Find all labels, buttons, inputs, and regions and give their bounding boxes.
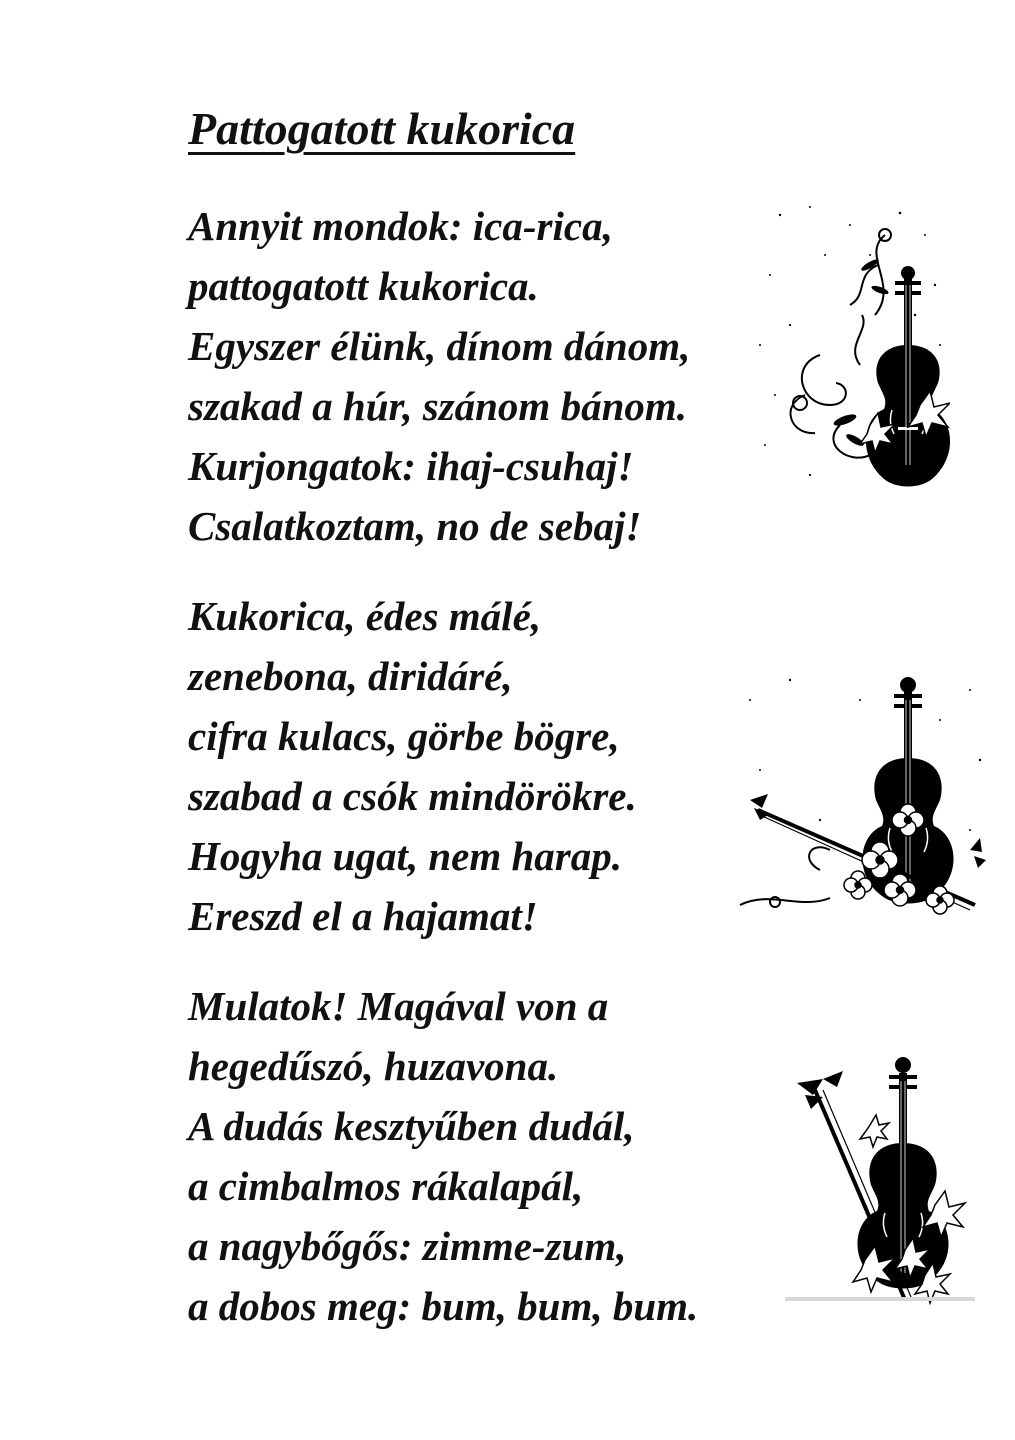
stanza-line: a dobos meg: bum, bum, bum. [188,1283,699,1329]
stanza-line: cifra kulacs, görbe bögre, [188,713,620,759]
violin-with-bow-and-lilies-icon [785,1045,975,1315]
stanza-line: Ereszd el a hajamat! [188,893,538,939]
stanza-line: Egyszer élünk, dínom dánom, [188,323,691,369]
stanza-line: zenebona, diridáré, [188,653,513,699]
stanza-line: Csalatkoztam, no de sebaj! [188,503,642,549]
stanza-line: Mulatok! Magával von a [188,983,609,1029]
stanza-line: Hogyha ugat, nem harap. [188,833,622,879]
violin-with-flowers-icon [750,195,950,495]
stanza-line: A dudás kesztyűben dudál, [188,1103,635,1149]
stanza-line: pattogatott kukorica. [188,263,539,309]
stanza-2 [188,586,637,946]
poem-title: Pattogatott kukorica [188,103,576,154]
stanza-line: hegedűszó, huzavona. [188,1043,559,1089]
stanza-1 [188,196,690,556]
stanza-line: szabad a csók mindörökre. [188,773,637,819]
stanza-line: szakad a húr, szánom bánom. [188,383,688,429]
stanza-line: a cimbalmos rákalapál, [188,1163,584,1209]
violin-with-bow-and-flowers-icon [730,660,990,920]
stanza-line: a nagybőgős: zimme-zum, [188,1223,627,1269]
stanza-line: Annyit mondok: ica-rica, [188,203,613,249]
stanza-line: Kukorica, édes málé, [188,593,542,639]
stanza-line: Kurjongatok: ihaj-csuhaj! [188,443,634,489]
stanza-3 [188,976,698,1336]
